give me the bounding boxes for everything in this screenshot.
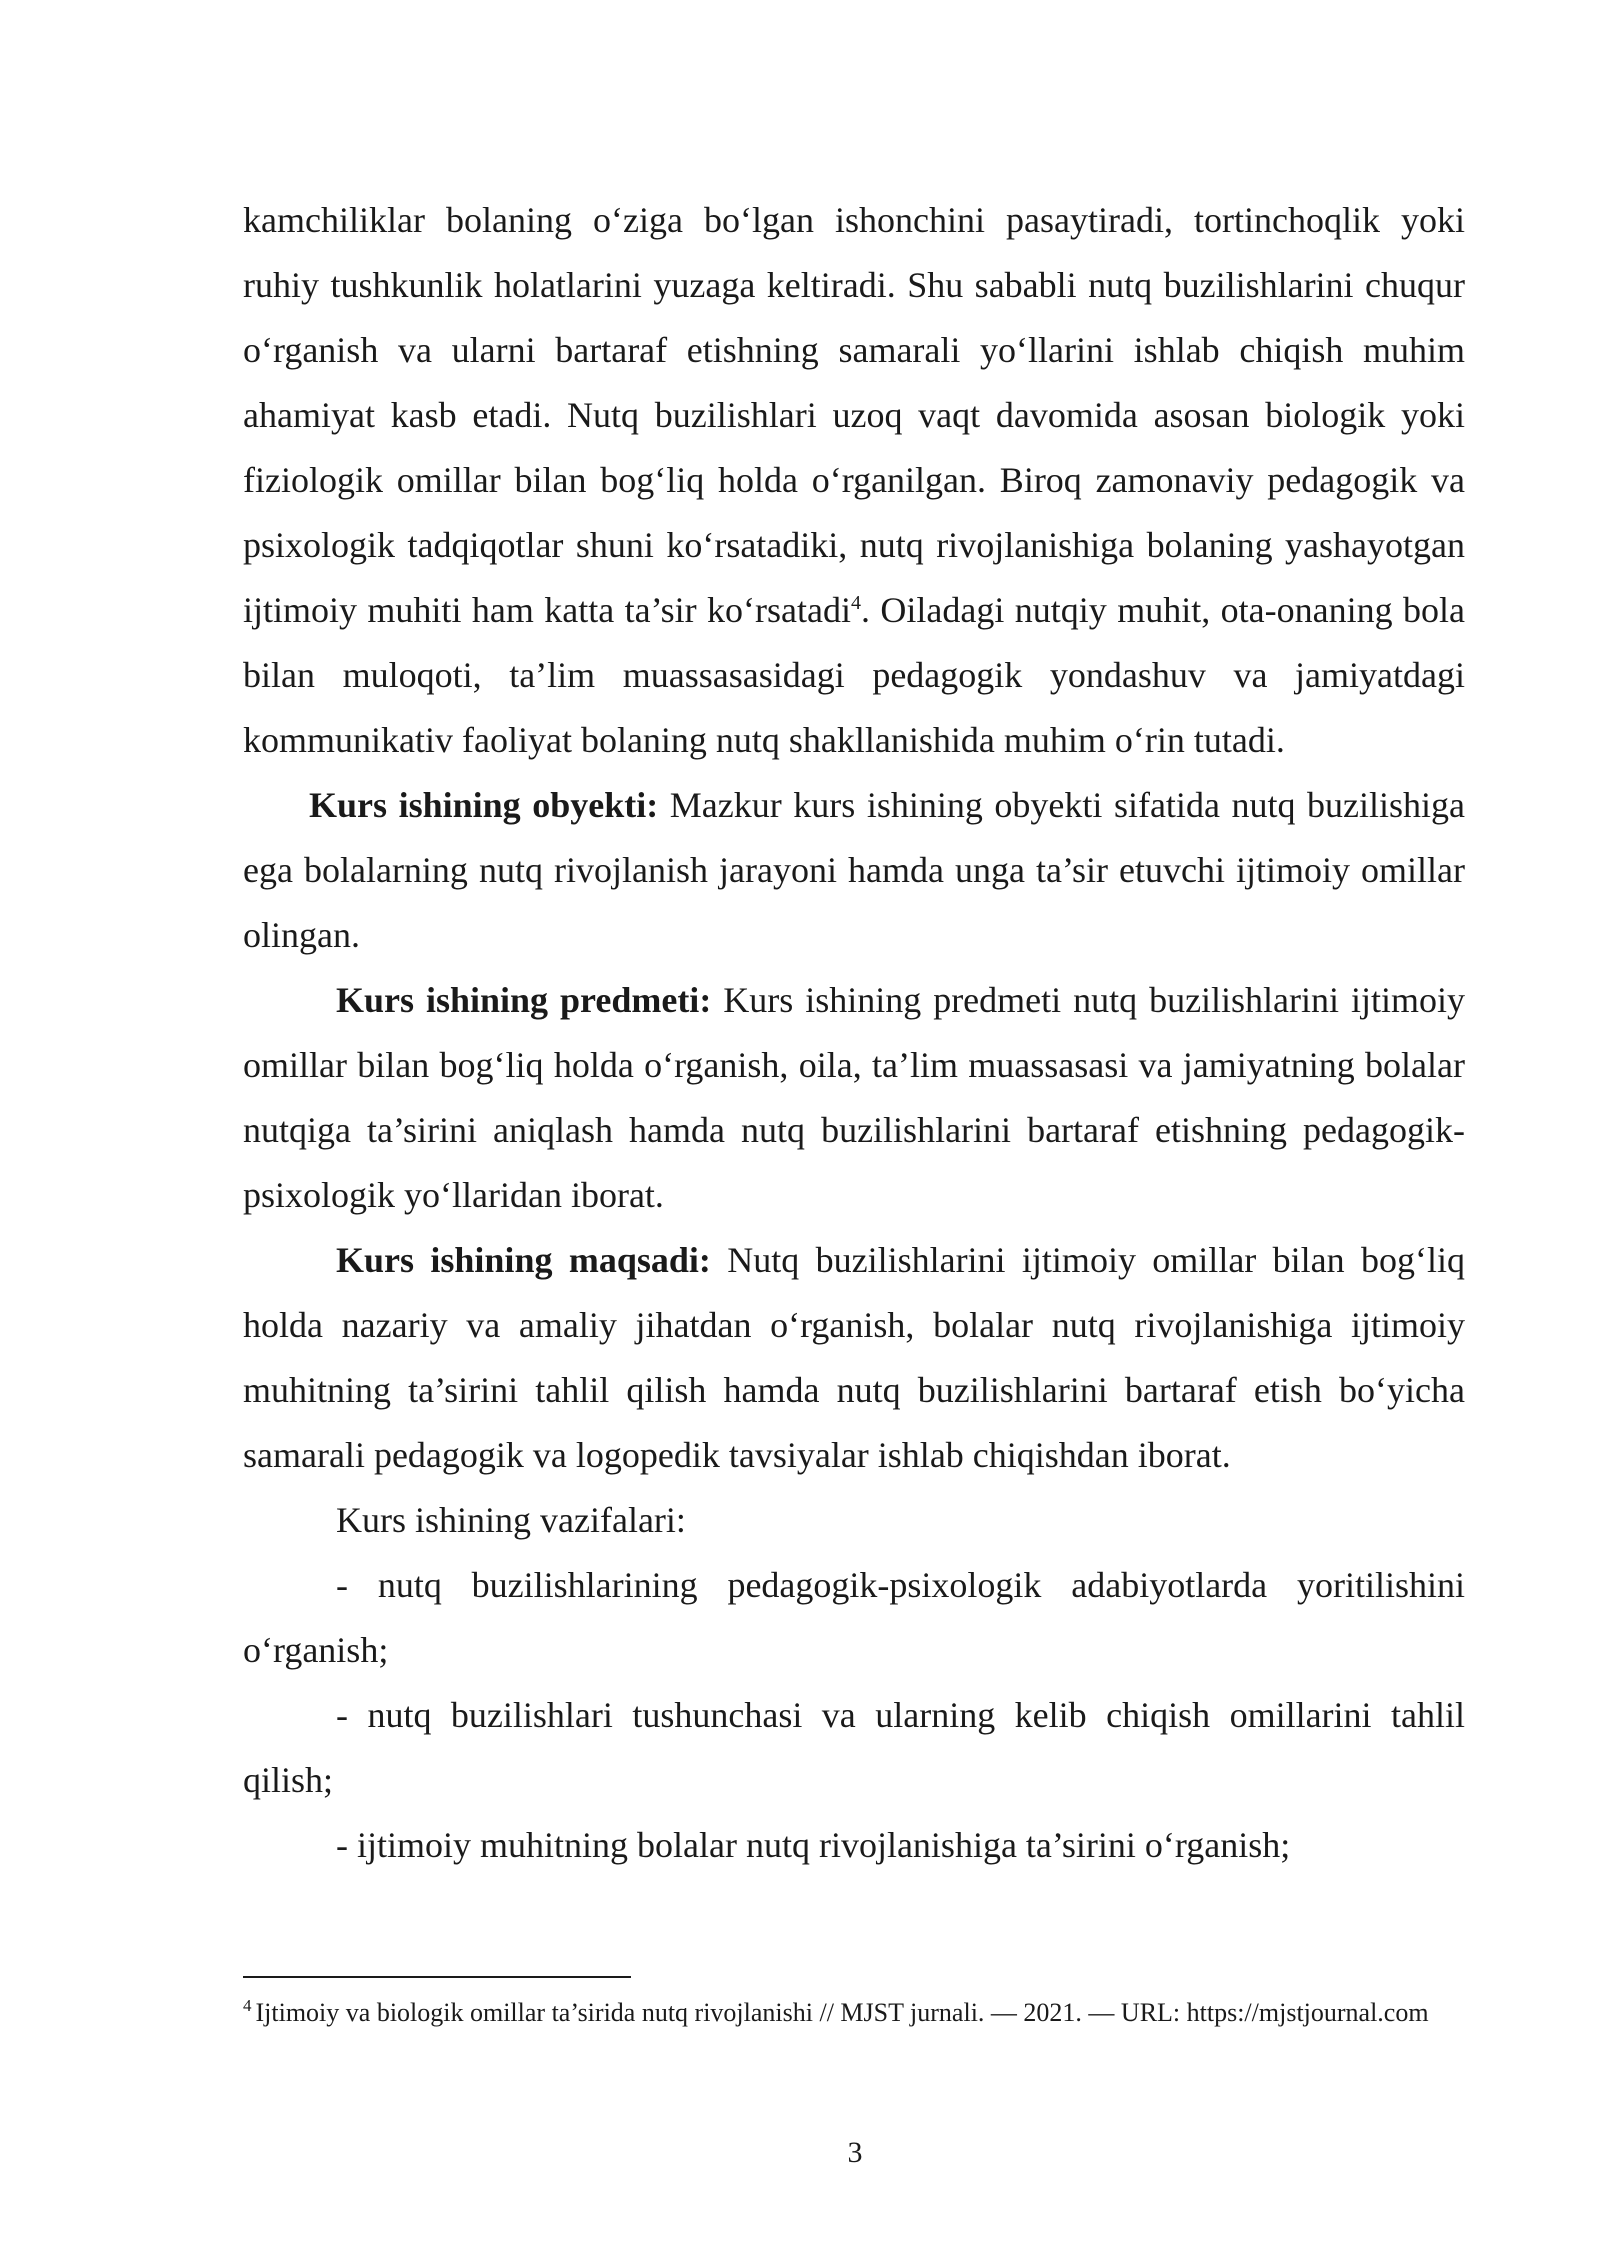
footnote-number: 4 — [243, 1996, 252, 2016]
footnote-separator — [243, 1976, 631, 1978]
tasks-heading: Kurs ishining vazifalari: — [336, 1500, 686, 1540]
page-number: 3 — [847, 2136, 863, 2169]
intro-text-part1: kamchiliklar bolaning o‘ziga bo‘lgan ishonchini pasaytiradi, tortinchoqlik yoki ruhiy tushkunlik holatlarini yuzaga keltiradi. Shu sababli nutq buzilishlarini chuqur o‘rganish va ularni bartaraf etishning samarali yo‘llarini ishlab chiqish muhim ahamiyat kasb etadi. Nutq buzilishlari uzoq vaqt davomida asosan biologik yoki fiziologik omillar bilan bog‘liq holda o‘rganilgan. Biroq zamonaviy pedagogik va psixologik tadqiqotlar shuni ko‘rsatadiki, nutq rivojlanishiga bolaning yashayotgan ijtimoiy muhiti ham katta ta’sir ko‘rsatadi — [243, 200, 1465, 630]
intro-text-part2: . Oiladagi nutqiy muhit, ota-onaning bola bilan muloqoti, ta’lim muassasasidagi pedagogik yondashuv va jamiyatdagi kommunikativ faoliyat bolaning nutq shakllanishida muhim o‘rin tutadi. — [243, 590, 1466, 760]
task-item-3: - ijtimoiy muhitning bolalar nutq rivojlanishiga ta’sirini o‘rganish; — [336, 1825, 1291, 1865]
footnote-text: Ijtimoiy va biologik omillar ta’sirida nutq rivojlanishi // MJST jurnali. — 2021. — URL: https://mjstjournal.com — [255, 1998, 1429, 2027]
subject-text: Kurs ishining predmeti nutq buzilishlarini ijtimoiy omillar bilan bog‘liq holda o‘rganish, oila, ta’lim muassasasi va jamiyatning bolalar nutqiga ta’sirini aniqlash hamda nutq buzilishlarini bartaraf etishning pedagogik-psixologik yo‘llaridan iborat. — [243, 980, 1465, 1215]
object-label: Kurs ishining obyekti: — [309, 785, 659, 825]
goal-text: Nutq buzilishlarini ijtimoiy omillar bilan bog‘liq holda nazariy va amaliy jihatdan o‘rganish, bolalar nutq rivojlanishiga ijtimoiy muhitning ta’sirini tahlil qilish hamda nutq buzilishlarini bartaraf etish bo‘yicha samarali pedagogik va logopedik tavsiyalar ishlab chiqishdan iborat. — [243, 1240, 1465, 1475]
task-item-1: - nutq buzilishlarining pedagogik-psixologik adabiyotlarda yoritilishini o‘rganish; — [243, 1565, 1465, 1670]
goal-paragraph — [243, 1228, 1465, 1488]
body-text — [243, 188, 1465, 1878]
subject-paragraph — [243, 968, 1465, 1228]
object-paragraph — [243, 773, 1465, 968]
subject-label: Kurs ishining predmeti: — [336, 980, 712, 1020]
footnote-reference[interactable]: 4 — [851, 592, 861, 614]
goal-label: Kurs ishining maqsadi: — [336, 1240, 711, 1280]
intro-paragraph — [243, 188, 1465, 773]
footnote — [243, 1996, 1503, 2030]
object-text: Mazkur kurs ishining obyekti sifatida nutq buzilishiga ega bolalarning nutq rivojlanish jarayoni hamda unga ta’sir etuvchi ijtimoiy omillar olingan. — [243, 785, 1466, 955]
task-item-2: - nutq buzilishlari tushunchasi va ularning kelib chiqish omillarini tahlil qilish; — [243, 1695, 1465, 1800]
